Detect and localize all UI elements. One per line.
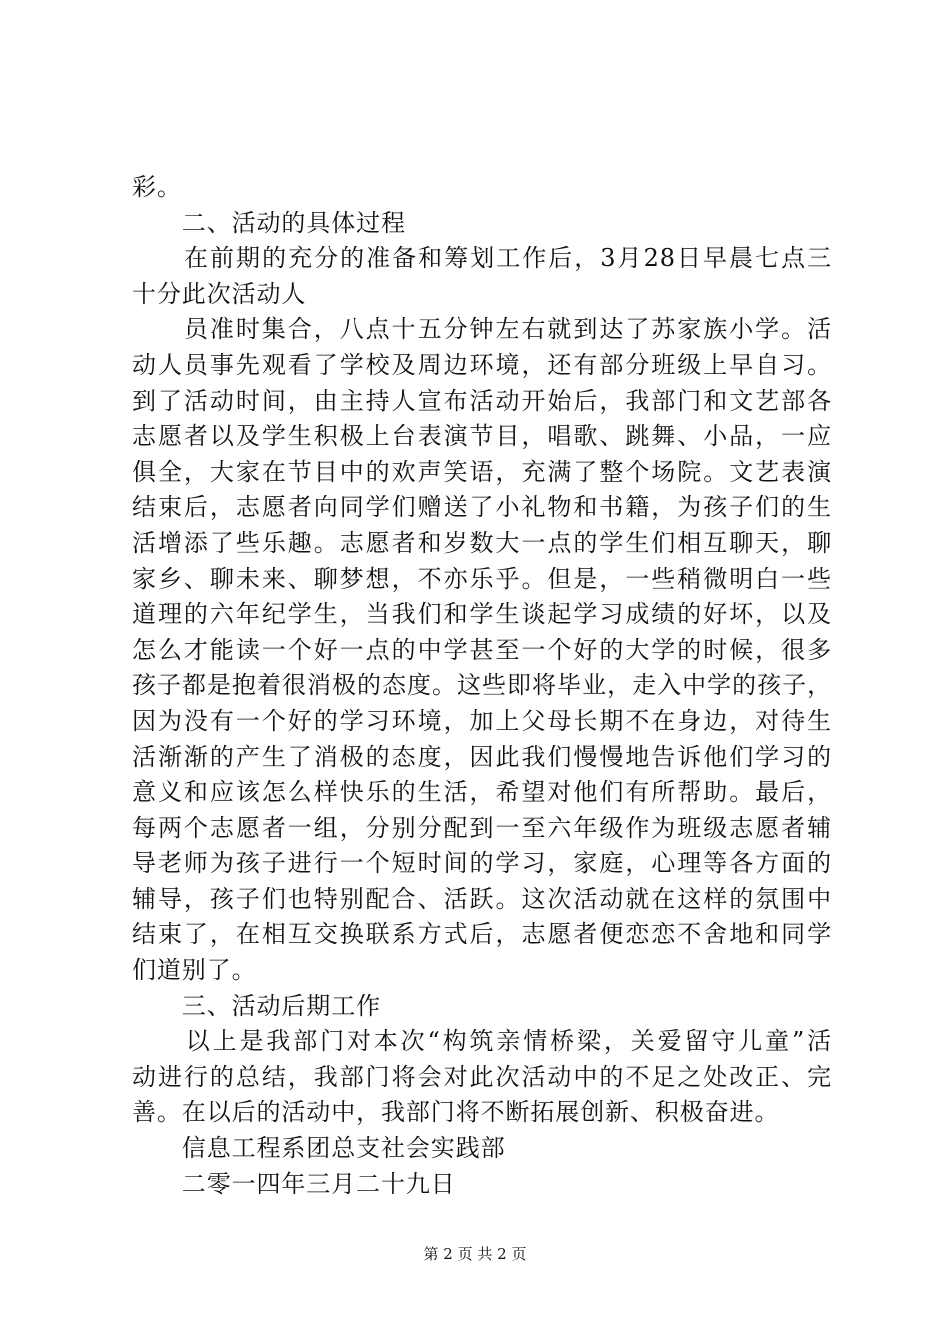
section-heading: 三、活动后期工作	[132, 991, 381, 1020]
text-line: 活渐渐的产生了消极的态度，因此我们慢慢地告诉他们学习的	[132, 742, 832, 771]
text-line: 十分此次活动人	[132, 279, 307, 308]
text-line: 道理的六年纪学生，当我们和学生谈起学习成绩的好坏，以及	[132, 600, 832, 629]
text-line: 动人员事先观看了学校及周边环境，还有部分班级上早自习。	[132, 350, 832, 379]
text-line: 辅导，孩子们也特别配合、活跃。这次活动就在这样的氛围中	[132, 884, 832, 913]
text-line: 以上是我部门对本次“构筑亲情桥梁，关爱留守儿童”活	[132, 1027, 832, 1056]
text-line: 活增添了些乐趣。志愿者和岁数大一点的学生们相互聊天，聊	[132, 528, 832, 557]
text-line: 导老师为孩子进行一个短时间的学习，家庭，心理等各方面的	[132, 849, 832, 878]
text-line: 怎么才能读一个好一点的中学甚至一个好的大学的时候，很多	[132, 635, 832, 664]
text-line: 善。在以后的活动中，我部门将不断拓展创新、积极奋进。	[132, 1098, 780, 1127]
text-line: 们道别了。	[132, 956, 257, 985]
text-line: 家乡、聊未来、聊梦想，不亦乐乎。但是，一些稍微明白一些	[132, 564, 832, 593]
text-line: 结束后，志愿者向同学们赠送了小礼物和书籍，为孩子们的生	[132, 493, 832, 522]
text-line: 俱全，大家在节目中的欢声笑语，充满了整个场院。文艺表演	[132, 457, 832, 486]
signature-organization: 信息工程系团总支社会实践部	[132, 1134, 506, 1163]
text-line: 意义和应该怎么样快乐的生活，希望对他们有所帮助。最后，	[132, 778, 832, 807]
text-line: 员准时集合，八点十五分钟左右就到达了苏家族小学。活	[132, 315, 832, 344]
text-line: 因为没有一个好的学习环境，加上父母长期不在身边，对待生	[132, 706, 832, 735]
text-line: 结束了，在相互交换联系方式后，志愿者便恋恋不舍地和同学	[132, 920, 832, 949]
document-body	[132, 170, 832, 1202]
text-line: 志愿者以及学生积极上台表演节目，唱歌、跳舞、小品，一应	[132, 422, 832, 451]
signature-date: 二零一四年三月二十九日	[132, 1169, 456, 1198]
text-line: 每两个志愿者一组，分别分配到一至六年级作为班级志愿者辅	[132, 813, 832, 842]
text-line: 孩子都是抱着很消极的态度。这些即将毕业，走入中学的孩子，	[132, 671, 832, 700]
text-line: 动进行的总结，我部门将会对此次活动中的不足之处改正、完	[132, 1062, 832, 1091]
text-line: 到了活动时间，由主持人宣布活动开始后，我部门和文艺部各	[132, 386, 832, 415]
page-number-footer: 第 2 页 共 2 页	[423, 1245, 527, 1263]
text-line: 在前期的充分的准备和筹划工作后，3月28日早晨七点三	[132, 244, 832, 273]
section-heading: 二、活动的具体过程	[132, 208, 406, 237]
text-line: 彩。	[132, 173, 182, 201]
